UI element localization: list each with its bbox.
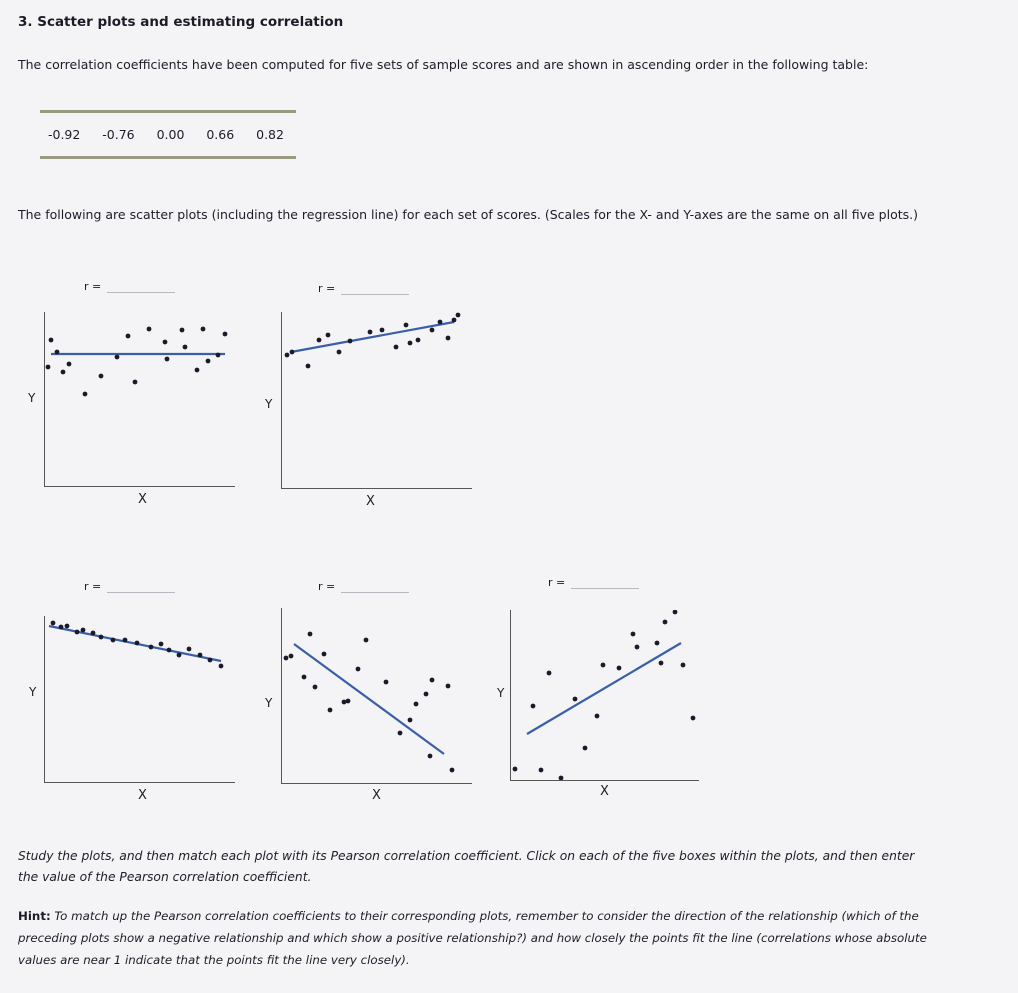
r-input-plot-5[interactable] [571,574,639,589]
data-point [51,621,56,626]
coefficient-cell: 0.00 [156,127,185,142]
r-row [548,574,639,589]
data-point [308,632,313,637]
data-point [306,364,311,369]
data-point [601,663,606,668]
data-point [195,368,200,373]
instructions-text [18,846,928,888]
data-point [547,671,552,676]
data-point [631,632,636,637]
data-point [83,392,88,397]
data-point [691,716,696,721]
plot-frame [44,312,235,487]
data-point [180,328,185,333]
data-point [446,336,451,341]
study-text: Study the plots, and then match each plot with its Pearson correlation coefficient. Click on each of the five boxes within the plots, and then enter the value of the Pearson correlation coefficient. [18,849,915,884]
data-point [408,718,413,723]
data-point [201,327,206,332]
plots-intro-text: The following are scatter plots (including the regression line) for each set of scores. (Scales for the X- and Y-axes are the same on all five plots.) [18,207,918,222]
data-point [416,338,421,343]
data-point [55,350,60,355]
data-point [75,630,80,635]
data-point [384,680,389,685]
r-row [318,280,409,295]
data-point [49,338,54,343]
data-point [284,656,289,661]
scatter-plot-2 [262,278,477,513]
r-row [318,578,409,593]
data-point [216,353,221,358]
data-point [183,345,188,350]
x-axis-label: X [600,784,609,799]
data-point [208,658,213,663]
data-point [559,776,564,780]
data-point [223,332,228,337]
data-point [450,768,455,773]
data-point [364,638,369,643]
y-axis-label: Y [497,686,505,700]
data-point [67,362,72,367]
data-point [46,365,51,370]
y-axis-label: Y [265,397,273,411]
page-title: 3. Scatter plots and estimating correlation [18,14,344,30]
data-point [414,702,419,707]
data-point [59,625,64,630]
data-point [206,359,211,364]
data-point [424,692,429,697]
x-axis-label: X [138,492,147,507]
data-point [337,350,342,355]
plot-area [45,312,235,486]
data-point [456,313,461,318]
scatter-plot-1 [26,278,246,513]
hint-label: Hint: [18,909,51,923]
r-input-plot-4[interactable] [341,578,409,593]
data-point [289,654,294,659]
data-point [302,675,307,680]
data-point [356,667,361,672]
regression-line [527,643,681,734]
r-input-plot-1[interactable] [107,278,175,293]
data-point [285,353,290,358]
data-point [198,653,203,658]
data-point [91,631,96,636]
data-point [115,355,120,360]
data-point [187,647,192,652]
data-point [111,638,116,643]
data-point [368,330,373,335]
data-point [398,731,403,736]
data-point [655,641,660,646]
hint-text [18,906,928,971]
table-bottom-rule [40,156,296,159]
r-label: r = [84,280,102,293]
data-point [681,663,686,668]
data-point [317,338,322,343]
scatter-plot-5 [492,574,704,804]
coefficient-cell: 0.82 [256,127,284,142]
data-point [408,341,413,346]
r-label: r = [548,576,566,589]
r-label: r = [318,580,336,593]
data-point [452,318,457,323]
plot-area [45,616,235,782]
y-axis-label: Y [29,685,37,699]
coefficient-cell: -0.76 [102,127,135,142]
r-row [84,578,175,593]
data-point [313,685,318,690]
data-point [635,645,640,650]
data-point [99,374,104,379]
data-point [428,754,433,759]
r-label: r = [318,282,336,295]
plot-area [511,610,699,780]
y-axis-label: Y [28,391,36,405]
data-point [573,697,578,702]
data-point [513,767,518,772]
data-point [539,768,544,773]
coefficient-cell: -0.92 [48,127,81,142]
data-point [328,708,333,713]
r-label: r = [84,580,102,593]
x-axis-label: X [366,494,375,509]
data-point [322,652,327,657]
data-point [659,661,664,666]
r-input-plot-3[interactable] [107,578,175,593]
data-point [348,339,353,344]
coefficient-cell: 0.66 [206,127,235,142]
plot-frame [281,312,472,489]
data-point [165,357,170,362]
scatter-plot-3 [26,578,246,810]
data-point [159,642,164,647]
data-point [99,635,104,640]
data-point [380,328,385,333]
intro-text: The correlation coefficients have been computed for five sets of sample scores and are shown in ascending order in the following table: [18,57,869,72]
data-point [404,323,409,328]
data-point [219,664,224,669]
hint-body: To match up the Pearson correlation coefficients to their corresponding plots, remember to consider the direction of the relationship (which of the preceding plots show a negative relationship and which show a positive relationship?) and how closely the points fit the line (correlations whose absolute values are near 1 indicate that the points fit the line very closely). [18,909,927,967]
data-point [61,370,66,375]
data-point [531,704,536,709]
data-point [430,678,435,683]
data-point [617,666,622,671]
plot-frame [44,616,235,783]
data-point [126,334,131,339]
data-point [595,714,600,719]
data-point [663,620,668,625]
plot-frame [510,610,699,781]
data-point [133,380,138,385]
regression-line [294,644,444,754]
data-point [123,638,128,643]
data-point [147,327,152,332]
data-point [430,328,435,333]
plot-area [282,608,472,783]
data-point [167,648,172,653]
data-point [163,340,168,345]
data-point [177,653,182,658]
data-point [81,628,86,633]
r-row [84,278,175,293]
coefficient-table [40,110,296,159]
scatter-plot-4 [262,578,477,810]
data-point [135,641,140,646]
r-input-plot-2[interactable] [341,280,409,295]
data-point [673,610,678,614]
data-point [65,624,70,629]
data-point [394,345,399,350]
data-point [438,320,443,325]
plot-area [282,312,472,488]
x-axis-label: X [372,788,381,803]
regression-line [291,322,454,352]
data-point [583,746,588,751]
y-axis-label: Y [265,696,273,710]
plot-frame [281,608,472,784]
x-axis-label: X [138,788,147,803]
data-point [342,700,347,705]
data-point [290,350,295,355]
data-point [326,333,331,338]
data-point [446,684,451,689]
data-point [346,699,351,704]
data-point [149,645,154,650]
